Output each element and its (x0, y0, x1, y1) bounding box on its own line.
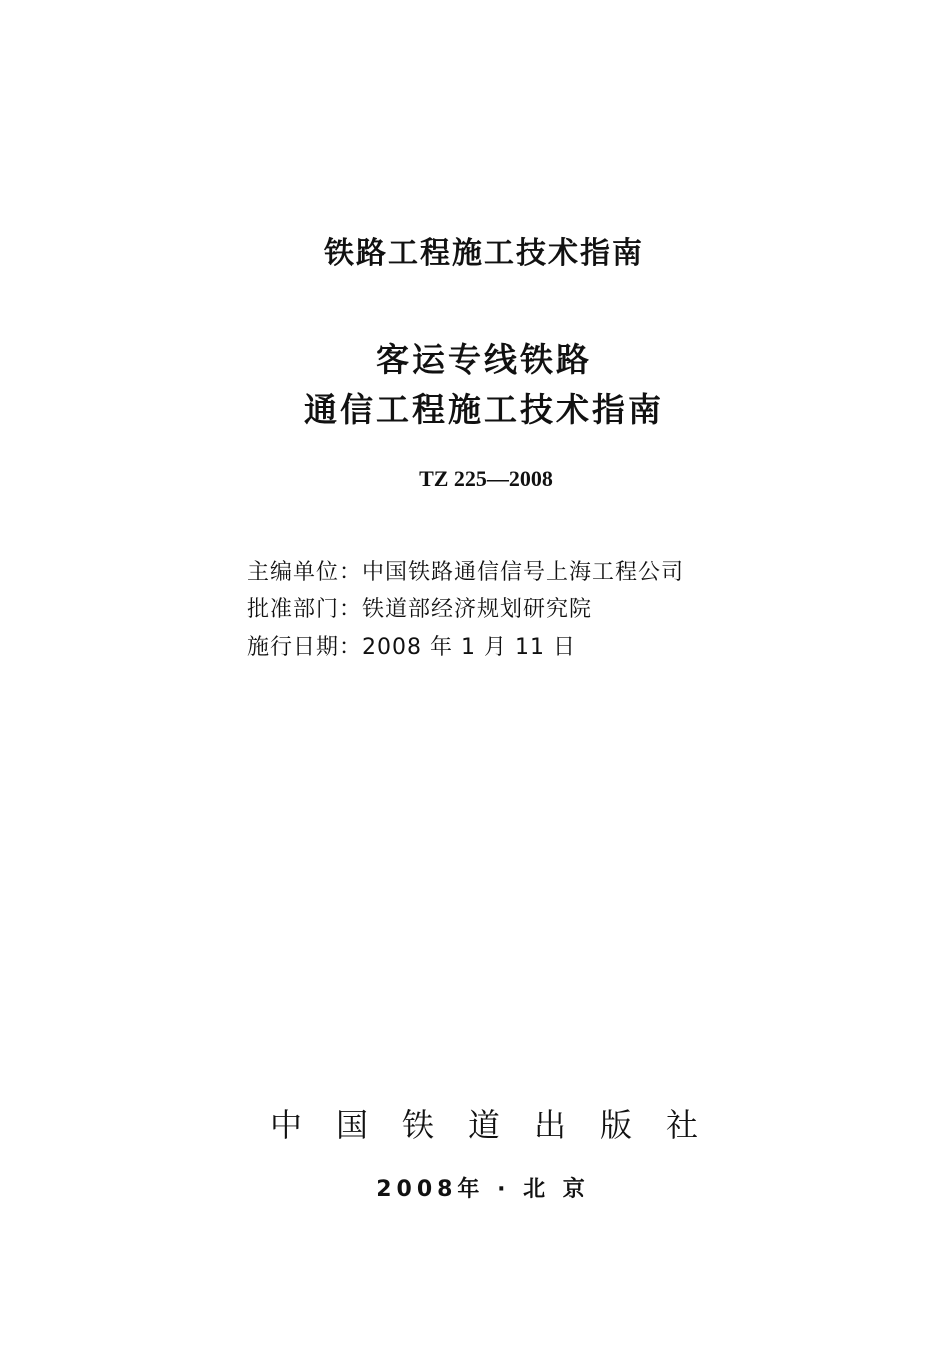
editor-unit: 主编单位：中国铁路通信信号上海工程公司 (247, 560, 685, 585)
approval-department: 批准部门：铁道部经济规划研究院 (247, 597, 593, 622)
publication-year-place: 2008年 · 北 京 (376, 1177, 590, 1202)
standard-code: TZ 225—2008 (419, 466, 553, 491)
publisher-name: 中国铁道出版社 (269, 1106, 732, 1144)
main-title-line-1: 客运专线铁路 (376, 340, 592, 379)
series-title: 铁路工程施工技术指南 (324, 236, 644, 271)
main-title-line-2: 通信工程施工技术指南 (304, 390, 664, 429)
effective-date: 施行日期：2008 年 1 月 11 日 (247, 635, 576, 660)
